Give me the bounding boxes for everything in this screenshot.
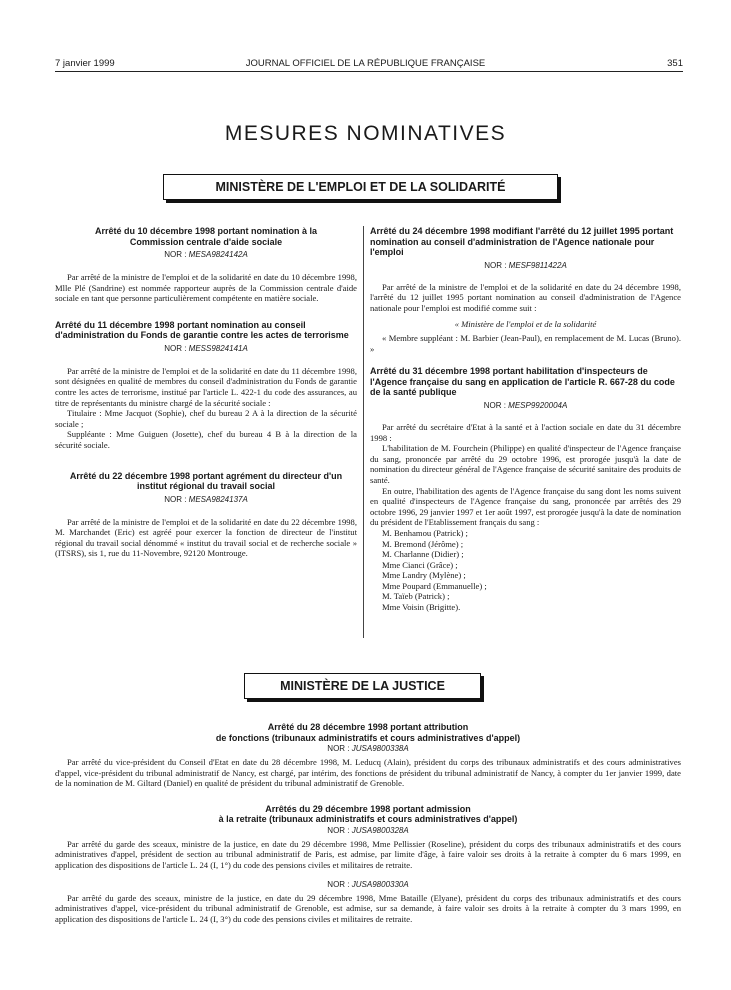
article-title-line: Arrêtés du 29 décembre 1998 portant admission xyxy=(265,803,471,814)
nor-reference: NOR : MESA9824137A xyxy=(164,494,248,504)
right-column xyxy=(370,226,681,613)
nor-reference: NOR : MESA9824142A xyxy=(164,250,248,259)
article-paragraph: « Membre suppléant : M. Barbier (Jean-Paul), en remplacement de M. Lucas (Bruno). » xyxy=(370,333,681,354)
article-body: Par arrêté de la ministre de l'emploi et de la solidarité en date du 22 décembre 1998, M. Marchandet (Eric) est agréé pour exercer la fonction de directeur de l'institut régional du travail social dénommé « institut du travail social et de recherche sociale » (ITSRS), sis 1, rue du 11-Novembre, 92120 Montrouge. xyxy=(55,516,357,559)
list-item: Mme Poupard (Emmanuelle) ; xyxy=(382,580,487,591)
article-body: Par arrêté du garde des sceaux, ministre de la justice, en date du 29 décembre 1998, Mme Pellissier (Roseline), président du corps des tribunaux administratifs et des cours administratives d'appel, président de section au tribunal administratif de Paris, est admise, par limite d'âge, à faire valoir ses droits à la retraite à compter du 6 mars 1999, en application des dispositions de l'article L. 24 (I, 1°) du code des pensions civiles et militaires de retraite. xyxy=(55,838,681,870)
column-divider xyxy=(363,226,364,638)
article-body: Par arrêté du vice-président du Conseil d'Etat en date du 28 décembre 1998, M. Leducq (Alain), président du corps des tribunaux administratifs et des cours administratives d'appel, vice-président du tribunal administratif de Nancy, est chargé, par intérim, des fonctions de président du tribunal administratif de Nancy, à compter du 1er janvier 1999, date de la nomination de M. Giltard (Daniel) en qualité de président du tribunal administratif de Grenoble. xyxy=(55,757,681,789)
article-body: Par arrêté de la ministre de l'emploi et de la solidarité en date du 11 décembre 1998, sont désignées en qualité de membres du conseil d'administration du Fonds de garantie contre les actes de terrorisme, institué par l'article L. 422-1 du code des assurances, au titre de représentants du ministre chargé de la sécurité sociale : xyxy=(55,365,357,408)
nor-reference: NOR : MESF9811422A xyxy=(484,260,567,270)
article-body: Par arrêté du secrétaire d'Etat à la santé et à l'action sociale en date du 31 décembre 1998 : xyxy=(370,421,681,443)
article-body: Par arrêté de la ministre de l'emploi et de la solidarité en date du 10 décembre 1998, Mlle Plé (Sandrine) est nommée rapporteur auprès de la Commission centrale d'aide sociale en tant que personne particulièrement compétente en matière sociale. xyxy=(55,272,357,304)
list-item: Mme Cianci (Grâce) ; xyxy=(382,559,458,570)
article-paragraph: Titulaire : Mme Jacquot (Sophie), chef du bureau 2 A à la direction de la sécurité sociale ; xyxy=(55,408,357,429)
nor-reference: NOR : JUSA9800338A xyxy=(327,744,409,753)
list-item: Mme Landry (Mylène) ; xyxy=(382,570,466,581)
article-paragraph: Suppléante : Mme Guiguen (Josette), chef du bureau 4 B à la direction de la sécurité sociale. xyxy=(55,429,357,450)
left-column xyxy=(55,226,357,559)
article-body: Par arrêté de la ministre de l'emploi et de la solidarité en date du 24 décembre 1998, l'arrêté du 12 juillet 1995 portant nomination au conseil d'administration de l'Agence nationale pour l'emploi est modifié comme suit : xyxy=(370,281,681,313)
article-title: Arrêté du 11 décembre 1998 portant nomination au conseil d'administration du Fonds de garantie contre les actes de terrorisme xyxy=(55,319,349,341)
list-item: M. Bremond (Jérôme) ; xyxy=(382,538,464,549)
article-paragraph: L'habilitation de M. Fourchein (Philippe) en qualité d'inspecteur de l'Agence française du sang, prononcée par arrêté du 29 octobre 1996, est prorogée jusqu'à la date de nomination du directeur général de l'Agence française de sécurité sanitaire des produits de santé. xyxy=(370,443,681,485)
nor-reference: NOR : JUSA9800330A xyxy=(327,879,409,889)
justice-section xyxy=(55,722,681,924)
article-title-line: de fonctions (tribunaux administratifs et cours administratives d'appel) xyxy=(215,732,521,743)
header-date: 7 janvier 1999 xyxy=(55,58,115,69)
ministry-box-justice xyxy=(244,673,481,699)
nor-reference: NOR : JUSA9800328A xyxy=(327,825,409,835)
article-title: Arrêté du 10 décembre 1998 portant nomination à la Commission centrale d'aide sociale xyxy=(94,226,318,247)
nor-reference: NOR : MESP9920004A xyxy=(483,400,568,410)
article-title: Arrêté du 31 décembre 1998 portant habilitation d'inspecteurs de l'Agence française du sang en application de l'article R. 667-28 du code de la santé publique xyxy=(370,366,675,398)
article-body: Par arrêté du garde des sceaux, ministre de la justice, en date du 29 décembre 1998, Mme Bataille (Elyane), président du corps des tribunaux administratifs et des cours administratives d'appel, vice-président du tribunal administratif de Grenoble, est admise, sur sa demande, à faire valoir ses droits à la retraite à compter du 3 mars 1999, en application des dispositions de l'article L. 24 (I, 3°) du code des pensions civiles et militaires de retraite. xyxy=(55,892,681,924)
article-paragraph: En outre, l'habilitation des agents de l'Agence française du sang dont les noms suivent en qualité d'inspecteurs de l'Agence française du sang, prononcée par arrêtés des 29 octobre 1996, 29 janvier 1997 et 1er août 1997, est prorogée jusqu'à la date de nomination du président de l'Etablissement français du sang : xyxy=(370,485,681,528)
list-item: Mme Voisin (Brigitte). xyxy=(382,602,461,613)
list-item: M. Charlanne (Didier) ; xyxy=(382,549,464,560)
article-title: Arrêté du 24 décembre 1998 modifiant l'arrêté du 12 juillet 1995 portant nomination au conseil d'administration de l'Agence nationale pour l'emploi xyxy=(370,226,674,257)
article-title-line: Arrêté du 28 décembre 1998 portant attribution xyxy=(267,722,469,732)
article-title-line: à la retraite (tribunaux administratifs et cours administratives d'appel) xyxy=(218,814,518,825)
header-journal: JOURNAL OFFICIEL DE LA RÉPUBLIQUE FRANÇAISE xyxy=(245,58,486,69)
header-rule xyxy=(55,71,683,72)
quote-heading: « Ministère de l'emploi et de la solidarité xyxy=(454,319,597,330)
ministry-title: MINISTÈRE DE L'EMPLOI ET DE LA SOLIDARITÉ xyxy=(215,180,506,194)
article-title: Arrêté du 22 décembre 1998 portant agrément du directeur d'un institut régional du travail social xyxy=(69,470,343,492)
list-item: M. Benhamou (Patrick) ; xyxy=(382,527,468,538)
ministry-box-emploi xyxy=(163,174,558,200)
nor-reference: NOR : MESS9824141A xyxy=(164,343,248,353)
page-title: MESURES NOMINATIVES xyxy=(224,122,507,145)
names-list xyxy=(370,528,681,613)
header-page-number: 351 xyxy=(667,58,683,69)
list-item: M. Taïeb (Patrick) ; xyxy=(382,591,450,602)
ministry-title: MINISTÈRE DE LA JUSTICE xyxy=(280,679,445,693)
